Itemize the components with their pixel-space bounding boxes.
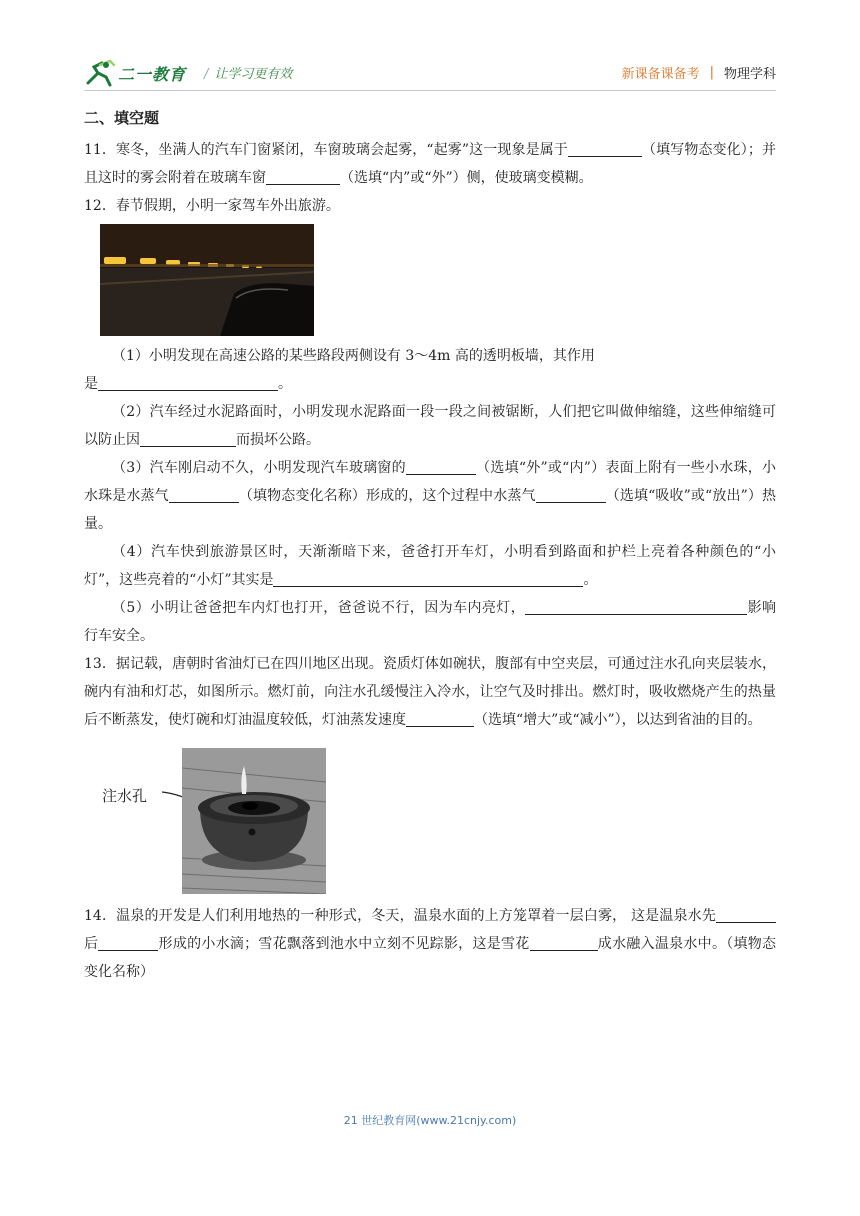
question-14 xyxy=(84,902,776,986)
q12-p3-text-b: （选填“外”或“内”）表面上附有一些小水珠，小水珠是水蒸气 xyxy=(84,460,776,504)
logo-text: 二一教育 xyxy=(118,64,187,84)
question-12-part-2 xyxy=(84,398,776,454)
header-subject-name: 物理学科 xyxy=(723,67,776,82)
q12-p2-text-b: 而损坏公路。 xyxy=(236,432,320,448)
q12-p3-text-d: （选填“吸收”或“放出”）热量。 xyxy=(84,488,776,532)
header-separator: | xyxy=(709,65,714,80)
answer-blank[interactable] xyxy=(98,932,158,951)
q12-p4-text-a: （4）汽车快到旅游景区时，天渐渐暗下来，爸爸打开车灯，小明看到路面和护栏上亮着各种颜色的“小灯”，这些亮着的“小灯”其实是 xyxy=(84,544,776,588)
slogan-slash: / xyxy=(204,67,209,82)
q12-p3-text-c: （填物态变化名称）形成的，这个过程中水蒸气 xyxy=(238,488,536,504)
page-header xyxy=(84,58,776,88)
q14-text-1: 14．温泉的开发是人们利用地热的一种形式，冬天，温泉水面的上方笼罩着一层白雾， 这是温泉水先 xyxy=(84,908,716,924)
question-12-part-5 xyxy=(84,594,776,650)
section-title: 二、填空题 xyxy=(84,109,160,127)
answer-blank[interactable] xyxy=(140,428,236,447)
q12-p1-text-a: （1）小明发现在高速公路的某些路段两侧设有 3～4m 高的透明板墙，其作用 xyxy=(112,348,595,364)
question-12-intro: 12．春节假期，小明一家驾车外出旅游。 xyxy=(84,198,340,214)
oil-lamp-photo xyxy=(182,748,326,894)
q12-p1-text-b: 是 xyxy=(84,376,98,392)
highway-night-photo xyxy=(100,224,314,336)
question-11 xyxy=(84,136,776,192)
question-12-part-1-cont xyxy=(84,370,776,398)
q13-text-2: （选填“增大”或“减小”），以达到省油的目的。 xyxy=(474,712,762,728)
q11-text-3: （选填“内”或“外”）侧，使玻璃变模糊。 xyxy=(340,170,593,186)
answer-blank[interactable] xyxy=(266,166,340,185)
q13-text-1: 13．据记载，唐朝时省油灯已在四川地区出现。瓷质灯体如碗状，腹部有中空夹层，可通过注水孔向夹层装水，碗内有油和灯芯，如图所示。燃灯前，向注水孔缓慢注入冷水，让空气及时排出。燃灯时，吸收燃烧产生的热量后不断蒸发，使灯碗和灯油温度较低，灯油蒸发速度 xyxy=(84,656,776,728)
q14-text-2: 后 xyxy=(84,936,99,952)
document-body xyxy=(84,104,776,986)
header-divider xyxy=(84,90,776,91)
q14-text-4: 成水融入温泉水中。（填物态变化名称） xyxy=(84,936,777,980)
q12-p5-text-b: 影响行车安全。 xyxy=(84,600,777,644)
q11-text-2: （填写物态变化）；并且这时的雾会附着在玻璃车窗 xyxy=(84,142,776,186)
page-footer: 21 世纪教育网(www.21cnjy.com) xyxy=(343,1114,517,1127)
oil-lamp-figure xyxy=(96,748,346,894)
slogan xyxy=(204,63,292,82)
answer-blank[interactable] xyxy=(406,708,474,727)
answer-blank[interactable] xyxy=(716,904,776,923)
answer-blank[interactable] xyxy=(273,568,583,587)
q12-p5-text-a: （5）小明让爸爸把车内灯也打开，爸爸说不行，因为车内亮灯， xyxy=(112,600,526,616)
question-12-part-1 xyxy=(84,342,776,370)
answer-blank[interactable] xyxy=(406,456,476,475)
answer-blank[interactable] xyxy=(530,932,598,951)
q12-p4-text-b: 。 xyxy=(583,572,598,588)
slogan-text: 让学习更有效 xyxy=(214,67,293,82)
q14-text-3: 形成的小水滴；雪花飘落到池水中立刻不见踪影，这是雪花 xyxy=(158,936,530,952)
answer-blank[interactable] xyxy=(525,596,747,615)
figure-label-water-hole: 注水孔 xyxy=(102,787,148,805)
question-12-part-3 xyxy=(84,454,776,538)
brand-logo xyxy=(84,58,186,88)
q11-text-1: 11．寒冬，坐满人的汽车门窗紧闭，车窗玻璃会起雾，“起雾”这一现象是属于 xyxy=(84,142,568,158)
answer-blank[interactable] xyxy=(536,484,606,503)
q12-p2-text-a: （2）汽车经过水泥路面时，小明发现水泥路面一段一段之间被锯断，人们把它叫做伸缩缝，这些伸缩缝可以防止因 xyxy=(84,404,776,448)
q12-p1-text-c: 。 xyxy=(278,376,292,392)
question-13 xyxy=(84,650,776,734)
question-12-part-4 xyxy=(84,538,776,594)
answer-blank[interactable] xyxy=(169,484,239,503)
q12-p3-text-a: （3）汽车刚启动不久，小明发现汽车玻璃窗的 xyxy=(112,460,406,476)
answer-blank[interactable] xyxy=(568,138,642,157)
answer-blank[interactable] xyxy=(98,372,278,391)
runner-logo-icon xyxy=(84,59,116,87)
header-course: 新课备课备考 xyxy=(621,67,700,82)
header-subject xyxy=(622,63,776,82)
